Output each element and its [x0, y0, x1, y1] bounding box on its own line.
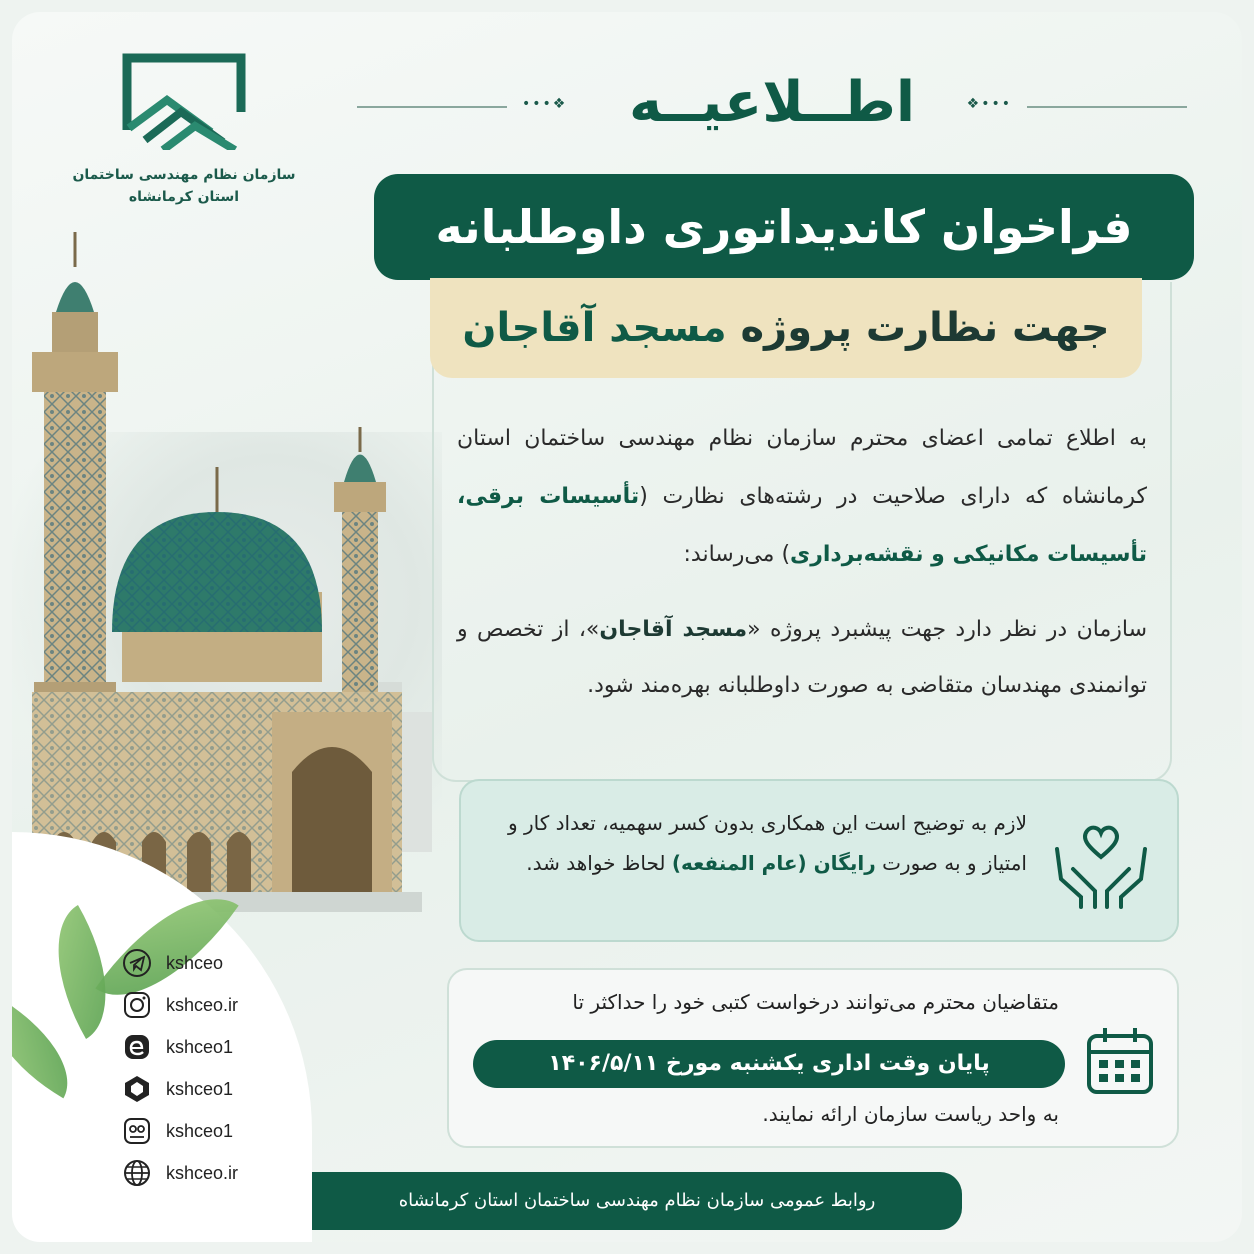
organization-logo [64, 50, 304, 208]
call-title-banner: فراخوان کاندیداتوری داوطلبانه [374, 174, 1194, 280]
instagram-icon [122, 990, 152, 1020]
social-label: kshceo [166, 952, 224, 973]
social-label: kshceo1 [166, 1078, 234, 1099]
header-rule-right [1027, 106, 1187, 108]
hands-heart-icon [1051, 819, 1151, 909]
social-label: kshceo.ir [166, 994, 239, 1015]
logo-line2: استان کرمانشاه [128, 189, 240, 205]
purpose-text-end: »، از تخصص و توانمندی مهندسان متقاضی به صورت داوطلبانه بهره‌مند شود. [457, 617, 1147, 698]
bale-icon [122, 1116, 152, 1146]
ornament-right-icon: ❖••• [966, 96, 1012, 112]
subtitle-text: جهت نظارت پروژه [726, 305, 1110, 351]
intro-text-end: ) می‌رساند: [683, 542, 791, 567]
deadline-box [447, 968, 1179, 1148]
page-title: اطــلاعیــه [628, 70, 916, 135]
announcement-header [357, 62, 1187, 152]
social-rubika[interactable] [122, 1068, 322, 1110]
purpose-paragraph [457, 602, 1147, 714]
calendar-icon [1085, 1026, 1155, 1096]
note-text [487, 803, 1027, 883]
deadline-date: پایان وقت اداری یکشنبه مورخ ۱۴۰۶/۵/۱۱ [473, 1040, 1065, 1088]
rubika-icon [122, 1074, 152, 1104]
purpose-project-name: مسجد آقاجان [599, 617, 748, 642]
project-subtitle [430, 278, 1142, 378]
building-logo-icon [119, 50, 249, 150]
social-bale[interactable] [122, 1110, 322, 1152]
social-website[interactable] [122, 1152, 322, 1194]
ornament-left-icon: •••❖ [522, 96, 568, 112]
social-label: kshceo1 [166, 1120, 234, 1141]
social-eitaa[interactable] [122, 1026, 322, 1068]
telegram-icon [122, 948, 152, 978]
footer-credit: روابط عمومی سازمان نظام مهندسی ساختمان استان کرمانشاه [312, 1172, 962, 1230]
globe-icon [122, 1158, 152, 1188]
note-text-start: لازم به توضیح است این همکاری بدون کسر سهمیه، تعداد کار و امتیاز و به صورت [507, 811, 1027, 875]
note-free-label: رایگان (عام المنفعه) [671, 851, 876, 875]
social-label: kshceo1 [166, 1036, 234, 1057]
project-name: مسجد آقاجان [462, 305, 727, 351]
header-rule-left [357, 106, 507, 108]
purpose-text-start: سازمان در نظر دارد جهت پیشبرد پروژه « [747, 617, 1147, 642]
disciplines-text: تأسیسات برقی، تأسیسات مکانیکی و نقشه‌برداری [457, 484, 1147, 567]
social-telegram[interactable] [122, 942, 322, 984]
social-links [122, 942, 322, 1194]
free-service-note [459, 779, 1179, 942]
poster-frame [12, 12, 1242, 1242]
deadline-intro: متقاضیان محترم می‌توانند درخواست کتبی خود را حداکثر تا [572, 990, 1059, 1014]
intro-paragraph [457, 410, 1147, 584]
deadline-instruction: به واحد ریاست سازمان ارائه نمایند. [762, 1102, 1059, 1126]
logo-line1: سازمان نظام مهندسی ساختمان [72, 167, 296, 183]
social-label: kshceo.ir [166, 1162, 239, 1183]
social-instagram[interactable] [122, 984, 322, 1026]
note-text-end: لحاظ خواهد شد. [526, 851, 672, 875]
intro-text-start: به اطلاع تمامی اعضای محترم سازمان نظام مهندسی ساختمان استان کرمانشاه که دارای صلاحیت در رشته‌های نظارت ( [457, 426, 1147, 509]
eitaa-icon [122, 1032, 152, 1062]
